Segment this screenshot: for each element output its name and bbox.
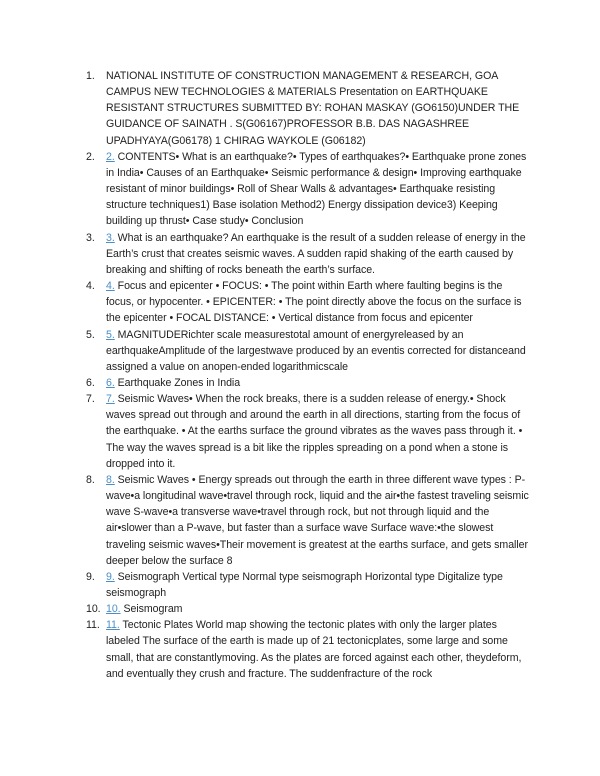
item-number: 5. bbox=[86, 328, 95, 341]
item-text: MAGNITUDERichter scale measurestotal amount of energyreleased by an earthquakeAmplitude of the largestwave produced by an eventis corrected for distanceand assigned a value on anopen-ended logarithmicscale bbox=[106, 328, 526, 373]
slide-link[interactable]: 9. bbox=[106, 570, 115, 583]
list-item bbox=[86, 230, 531, 278]
list-item bbox=[86, 601, 531, 617]
item-text: Focus and epicenter • FOCUS: • The point within Earth where faulting begins is the focus, or hypocenter. • EPICENTER: • The point directly above the focus on the surface is the epicenter • FOCAL DISTANCE: • Vertical distance from focus and epicenter bbox=[106, 280, 522, 325]
list-item bbox=[86, 278, 531, 326]
item-number: 8. bbox=[86, 473, 95, 486]
slide-link[interactable]: 10. bbox=[106, 603, 121, 616]
slide-link[interactable]: 2. bbox=[106, 150, 115, 163]
item-text: NATIONAL INSTITUTE OF CONSTRUCTION MANAGEMENT & RESEARCH, GOA CAMPUS NEW TECHNOLOGIES & MATERIALS Presentation on EARTHQUAKE RESISTANT STRUCTURES SUBMITTED BY: ROHAN MASKAY (GO6150)UNDER THE GUIDANCE OF SAINATH . S(G06167)PROFESSOR B.B. DAS NAGASHREE UPADHYAYA(G06178) 1 CHIRAG WAYKOLE (G06182) bbox=[106, 70, 520, 147]
item-text: Seismogram bbox=[123, 603, 183, 616]
item-text: Tectonic Plates World map showing the tectonic plates with only the larger plates labeled The surface of the earth is made up of 21 tectonicplates, some large and some small, that are constantlymoving. As the plates are forced against each other, theydeform, and eventually they crush and fracture. The suddenfracture of the rock bbox=[106, 619, 522, 680]
item-number: 11. bbox=[86, 619, 100, 632]
item-number: 1. bbox=[86, 70, 95, 82]
list-item bbox=[86, 472, 531, 569]
slide-link[interactable]: 6. bbox=[106, 376, 115, 389]
item-text: Seismograph Vertical type Normal type seismograph Horizontal type Digitalize type seismograph bbox=[106, 570, 503, 599]
slide-link[interactable]: 7. bbox=[106, 393, 115, 406]
item-number: 3. bbox=[86, 231, 95, 244]
slide-link[interactable]: 5. bbox=[106, 328, 115, 341]
item-number: 4. bbox=[86, 280, 95, 293]
item-number: 6. bbox=[86, 376, 95, 389]
item-text: Seismic Waves• When the rock breaks, there is a sudden release of energy.• Shock waves spread out through and around the earth in all directions, starting from the focus of the earthquake. • At the earths surface the ground vibrates as the waves pass through it. • The way the waves spread is a bit like the ripples spreading on a pond when a stone is dropped into it. bbox=[106, 393, 523, 470]
item-text: Seismic Waves • Energy spreads out through the earth in three different wave types : P-wave•a longitudinal wave•travel through rock, liquid and the air•the fastest traveling seismic wave S-wave•a transverse wave•travel through rock, but not through liquid and the air•slower than a P-wave, but faster than a surface wave Surface wave:•the slowest traveling seismic waves•Their movement is greatest at the earths surface, and gets smaller deeper below the surface 8 bbox=[106, 473, 529, 567]
item-number: 7. bbox=[86, 393, 95, 406]
list-item bbox=[86, 375, 531, 391]
item-text: Earthquake Zones in India bbox=[117, 376, 241, 389]
item-number: 9. bbox=[86, 570, 95, 583]
slide-link[interactable]: 11. bbox=[106, 619, 120, 632]
slide-link[interactable]: 4. bbox=[106, 280, 115, 293]
list-item bbox=[86, 149, 531, 230]
list-item bbox=[86, 617, 531, 682]
list-item bbox=[86, 569, 531, 601]
list-item bbox=[86, 327, 531, 375]
item-number: 10. bbox=[86, 603, 101, 616]
item-text: CONTENTS• What is an earthquake?• Types of earthquakes?• Earthquake prone zones in India• Causes of an Earthquake• Seismic performance & design• Improving earthquake resistant of minor buildings• Roll of Shear Walls & advantages• Earthquake resisting structure techniques1) Base isolation Method2) Energy dissipation device3) Keeping building up thrust• Case study• Conclusion bbox=[106, 150, 527, 228]
list-item bbox=[86, 68, 531, 149]
slide-list bbox=[86, 68, 531, 682]
slide-link[interactable]: 3. bbox=[106, 231, 115, 244]
item-text: What is an earthquake? An earthquake is the result of a sudden release of energy in the Earth’s crust that creates seismic waves. A sudden rapid shaking of the earth caused by breaking and shifting of rocks beneath the earth’s surface. bbox=[106, 231, 526, 276]
list-item bbox=[86, 391, 531, 472]
slide-link[interactable]: 8. bbox=[106, 473, 115, 486]
item-number: 2. bbox=[86, 150, 95, 163]
